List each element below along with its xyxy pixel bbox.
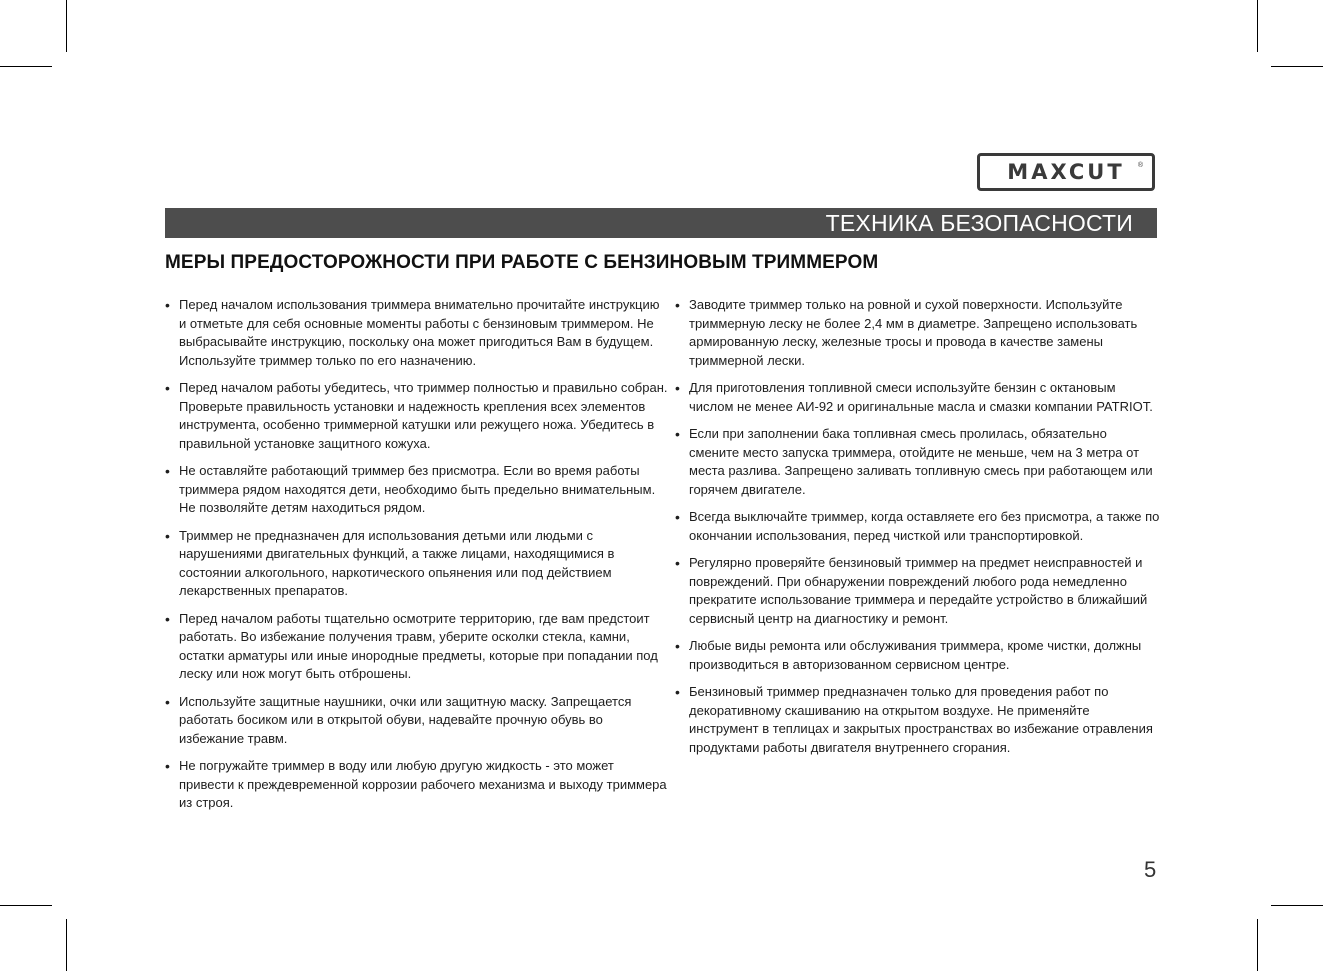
list-item: • Если при заполнении бака топливная смесь пролилась, обязательно смените место запуска триммера, отойдите не меньше, чем на 3 метра от места разлива. Запрещено заливать топливную смесь при работающем или горячем двигателе. (675, 425, 1160, 499)
crop-mark (0, 905, 52, 906)
brand-logo (977, 153, 1155, 191)
list-item: • Всегда выключайте триммер, когда оставляете его без присмотра, а также по окончании использования, перед чисткой или транспортировкой. (675, 508, 1160, 545)
list-item: • Не погружайте триммер в воду или любую другую жидкость - это может привести к преждевременной коррозии рабочего механизма и выходу триммера из строя. (165, 757, 670, 813)
list-item: • Любые виды ремонта или обслуживания триммера, кроме чистки, должны производиться в авторизованном сервисном центре. (675, 637, 1160, 674)
page-heading: МЕРЫ ПРЕДОСТОРОЖНОСТИ ПРИ РАБОТЕ С БЕНЗИНОВЫМ ТРИММЕРОМ (165, 252, 879, 273)
list-item: • Заводите триммер только на ровной и сухой поверхности. Используйте триммерную леску не более 2,4 мм в диаметре. Запрещено использовать армированную леску, железные тросы и провода в качестве замены триммерной лески. (675, 296, 1160, 370)
list-item: • Для приготовления топливной смеси используйте бензин с октановым числом не менее АИ-92 и оригинальные масла и смазки компании PATRIOT. (675, 379, 1160, 416)
list-item: • Триммер не предназначен для использования детьми или людьми с нарушениями двигательных функций, а также лицами, находящимися в состоянии алкогольного, наркотического опьянения или под действием лекарственных препаратов. (165, 527, 670, 601)
right-column-list (675, 296, 1160, 766)
crop-mark (1257, 919, 1258, 971)
section-title: ТЕХНИКА БЕЗОПАСНОСТИ (825, 210, 1133, 236)
page-number: 5 (1144, 857, 1157, 882)
list-item: • Перед началом работы убедитесь, что триммер полностью и правильно собран. Проверьте правильность установки и надежность крепления всех элементов инструмента, особенно триммерной катушки или режущего ножа. Убедитесь в правильной установке защитного кожуха. (165, 379, 670, 453)
left-column-list (165, 296, 670, 822)
crop-mark (1271, 66, 1323, 67)
list-item: • Используйте защитные наушники, очки или защитную маску. Запрещается работать босиком или в открытой обуви, надевайте прочную обувь во избежание травм. (165, 693, 670, 749)
list-item: • Перед началом работы тщательно осмотрите территорию, где вам предстоит работать. Во избежание получения травм, уберите осколки стекла, камни, остатки арматуры или иные инородные предметы, которые при попадании под леску или нож могут быть отброшены. (165, 610, 670, 684)
registered-mark: ® (1137, 162, 1143, 169)
list-item: • Регулярно проверяйте бензиновый триммер на предмет неисправностей и повреждений. При обнаружении повреждений любого рода немедленно прекратите использование триммера и передайте устройство в ближайший сервисный центр на диагностику и ремонт. (675, 554, 1160, 628)
list-item: • Перед началом использования триммера внимательно прочитайте инструкцию и отметьте для себя основные моменты работы с бензиновым триммером. Не выбрасывайте инструкцию, поскольку она может пригодиться Вам в будущем. Используйте триммер только по его назначению. (165, 296, 670, 370)
logo-text: MAXCUT (1007, 160, 1125, 184)
crop-mark (1257, 0, 1258, 52)
crop-mark (66, 0, 67, 52)
list-item: • Не оставляйте работающий триммер без присмотра. Если во время работы триммера рядом находятся дети, необходимо быть предельно внимательным. Не позволяйте детям находиться рядом. (165, 462, 670, 518)
section-band (165, 208, 1157, 238)
crop-mark (66, 919, 67, 971)
list-item: • Бензиновый триммер предназначен только для проведения работ по декоративному скашиванию на открытом воздухе. Не применяйте инструмент в теплицах и закрытых пространствах во избежание отравления продуктами работы двигателя внутреннего сгорания. (675, 683, 1160, 757)
crop-mark (1271, 905, 1323, 906)
crop-mark (0, 66, 52, 67)
